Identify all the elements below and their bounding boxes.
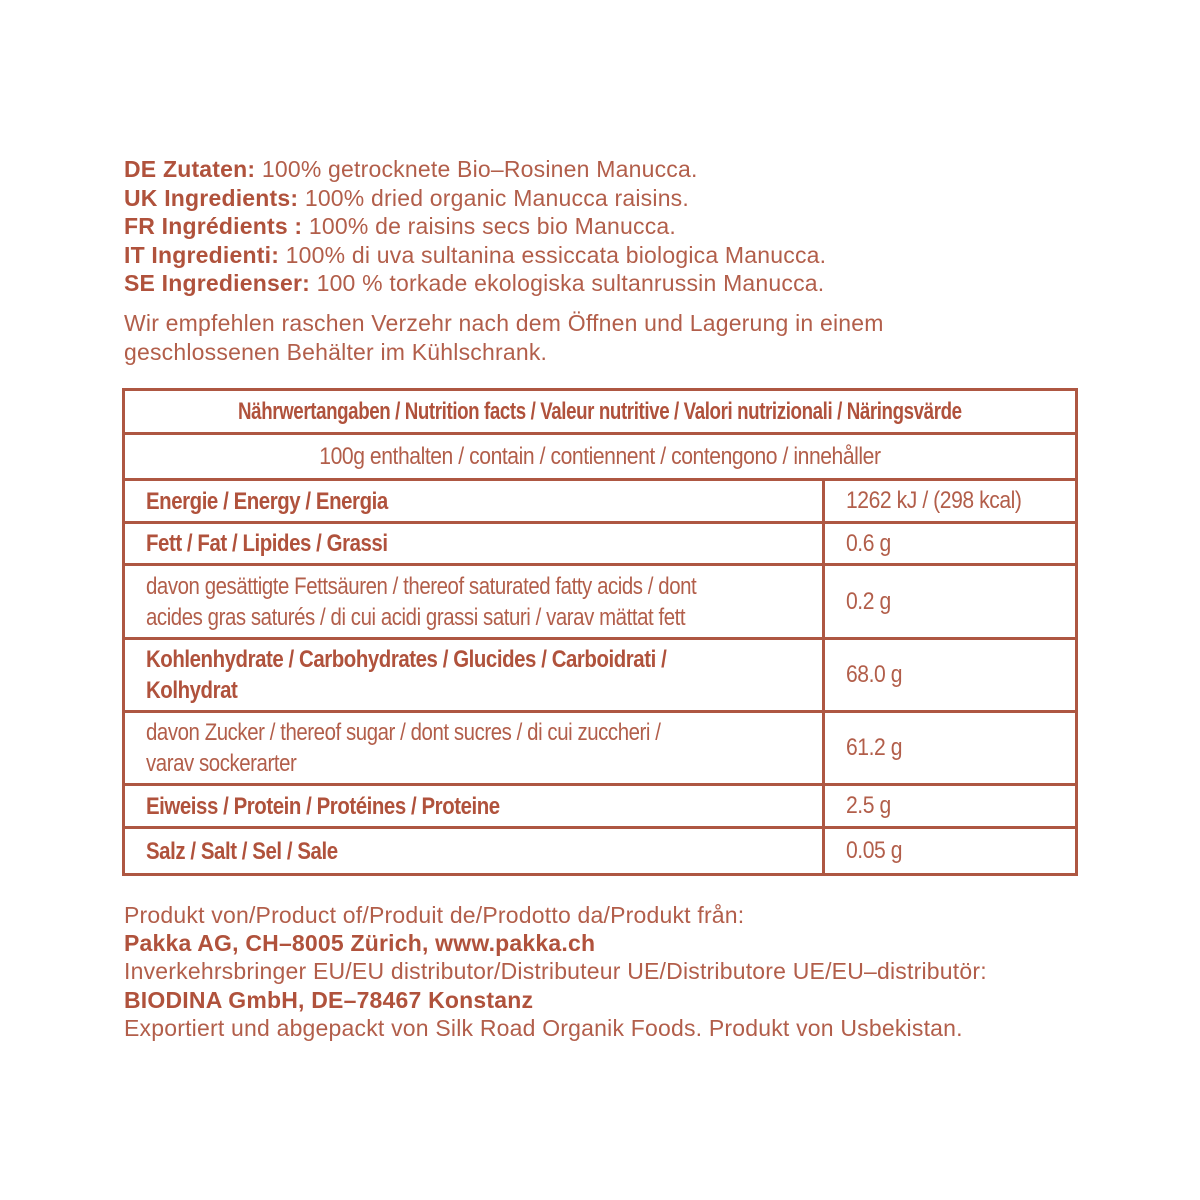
ingredients-lang-label: DE Zutaten: [124, 156, 256, 182]
row-label-cell [125, 640, 825, 710]
row-value-cell [825, 713, 1075, 783]
table-row-sugar [125, 710, 1075, 783]
ingredients-lang-label: SE Ingredienser: [124, 270, 310, 297]
nutrition-table [122, 388, 1078, 876]
ingredients-line-de [124, 155, 1104, 184]
row-value-cell [825, 481, 1075, 521]
producer-line: Produkt von/Product of/Produit de/Prodotto da/Produkt från: [124, 902, 745, 928]
ingredients-line-it [124, 241, 1104, 270]
ingredients-text: 100 % torkade ekologiska sultanrussin Manucca. [316, 270, 825, 297]
row-label-cell [125, 786, 825, 826]
ingredients-lang-label: IT Ingredienti: [124, 241, 280, 268]
row-label-line2: Kolhydrat [146, 677, 238, 704]
row-value-cell [825, 786, 1075, 826]
row-value: 68.0 g [846, 661, 903, 688]
row-value-cell [825, 566, 1075, 637]
storage-note-line: Wir empfehlen raschen Verzehr nach dem Öffnen und Lagerung in einem [124, 310, 884, 336]
row-label: davon gesättigte Fettsäuren / thereof saturated fatty acids / dont [146, 572, 697, 600]
nutrition-table-title: Nährwertangaben / Nutrition facts / Valeur nutritive / Valori nutrizionali / Näringsvärde [238, 397, 962, 425]
row-label: Kohlenhydrate / Carbohydrates / Glucides / Carboidrati / [146, 646, 667, 673]
row-value-cell [825, 640, 1075, 710]
ingredients-text: 100% dried organic Manucca raisins. [304, 184, 689, 211]
ingredients-text: 100% di uva sultanina essiccata biologica Manucca. [285, 241, 827, 268]
row-value: 0.05 g [846, 837, 903, 864]
ingredients-lang-label: UK Ingredients: [124, 184, 299, 211]
row-label-cell [125, 713, 825, 783]
row-label: Fett / Fat / Lipides / Grassi [146, 530, 388, 557]
producer-company: Pakka AG, CH–8005 Zürich, www.pakka.ch [124, 930, 596, 957]
row-label-cell [125, 524, 825, 563]
row-label: Eiweiss / Protein / Protéines / Proteine [146, 792, 500, 820]
nutrition-table-title-row [125, 391, 1075, 432]
row-label: davon Zucker / thereof sugar / dont sucres / di cui zuccheri / [146, 719, 661, 746]
row-label: Salz / Salt / Sel / Sale [146, 837, 338, 865]
row-value-cell [825, 829, 1075, 873]
ingredients-line-uk [124, 184, 1104, 213]
storage-note [124, 309, 1104, 367]
ingredients-block [124, 155, 1104, 298]
row-value: 61.2 g [846, 734, 903, 761]
row-value: 0.6 g [846, 529, 891, 557]
table-row-carbohydrates [125, 637, 1075, 710]
producer-block [124, 901, 1134, 1042]
table-row-fat [125, 521, 1075, 563]
table-row-energy [125, 478, 1075, 521]
ingredients-line-se [124, 269, 1104, 298]
ingredients-lang-label: FR Ingrédients : [124, 213, 303, 240]
table-row-salt [125, 826, 1075, 873]
row-label-cell [125, 566, 825, 637]
ingredients-line-fr [124, 212, 1104, 241]
distributor-line: Inverkehrsbringer EU/EU distributor/Distributeur UE/Distributore UE/EU–distributör: [124, 958, 987, 985]
table-row-protein [125, 783, 1075, 826]
nutrition-table-subtitle: 100g enthalten / contain / contiennent / contengono / innehåller [319, 442, 881, 470]
row-label: Energie / Energy / Energia [146, 487, 388, 515]
ingredients-text: 100% de raisins secs bio Manucca. [308, 213, 676, 240]
row-label-cell [125, 481, 825, 521]
storage-note-line: geschlossenen Behälter im Kühlschrank. [124, 339, 548, 365]
distributor-company: BIODINA GmbH, DE–78467 Konstanz [124, 986, 534, 1013]
row-value: 0.2 g [846, 587, 891, 615]
table-row-saturated-fat [125, 563, 1075, 637]
row-label-line2: acides gras saturés / di cui acidi grassi saturi / varav mättat fett [146, 603, 686, 631]
row-value-cell [825, 524, 1075, 563]
nutrition-table-subtitle-row [125, 432, 1075, 478]
row-label-line2: varav sockerarter [146, 750, 297, 777]
row-value: 2.5 g [846, 792, 891, 819]
export-line: Exportiert und abgepackt von Silk Road Organik Foods. Produkt von Usbekistan. [124, 1014, 963, 1041]
ingredients-text: 100% getrocknete Bio–Rosinen Manucca. [261, 156, 698, 182]
row-label-cell [125, 829, 825, 873]
row-value: 1262 kJ / (298 kcal) [846, 487, 1022, 514]
